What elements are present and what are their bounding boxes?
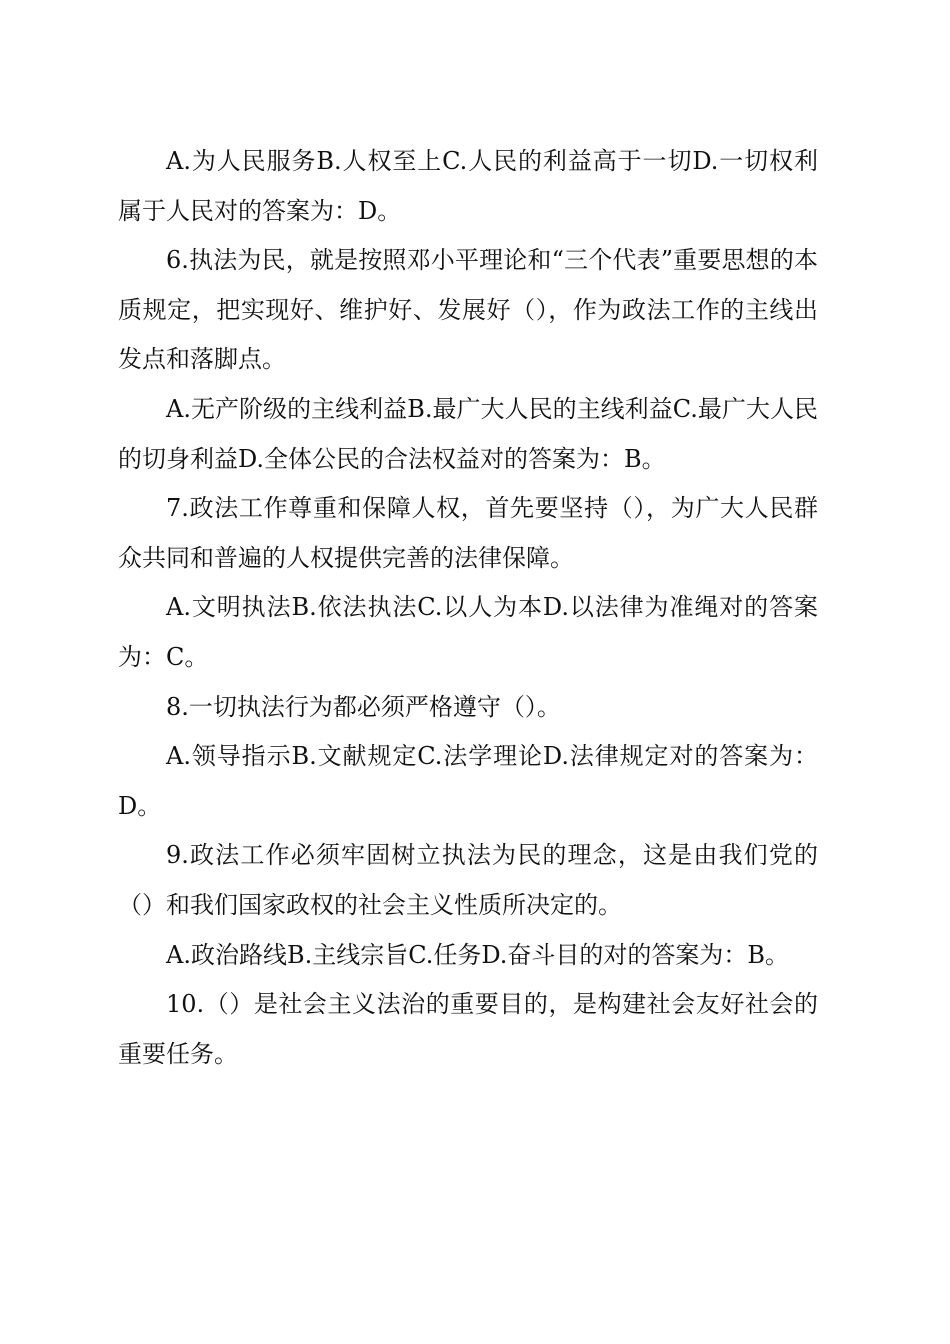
question-6: 6.执法为民，就是按照邓小平理论和“三个代表”重要思想的本质规定，把实现好、维护好、发展好（），作为政法工作的主线出发点和落脚点。 [118, 246, 818, 374]
answer-options-q8: A.领导指示B.文献规定C.法学理论D.法律规定对的答案为：D。 [118, 742, 818, 820]
answer-options-q5: A.为人民服务B.人权至上C.人民的利益高于一切D.一切权利属于人民对的答案为：D。 [118, 147, 818, 225]
question-9: 9.政法工作必须牢固树立执法为民的理念，这是由我们党的（）和我们国家政权的社会主义性质所决定的。 [118, 841, 818, 919]
document-body [118, 137, 818, 1079]
answer-options-q7: A.文明执法B.依法执法C.以人为本D.以法律为准绳对的答案为：C。 [118, 593, 818, 671]
question-8: 8.一切执法行为都必须严格遵守（）。 [166, 692, 561, 721]
question-7: 7.政法工作尊重和保障人权，首先要坚持（），为广大人民群众共同和普遍的人权提供完善的法律保障。 [118, 494, 818, 572]
question-10: 10.（）是社会主义法治的重要目的，是构建社会友好社会的重要任务。 [118, 990, 818, 1068]
answer-options-q6: A.无产阶级的主线利益B.最广大人民的主线利益C.最广大人民的切身利益D.全体公民的合法权益对的答案为：B。 [118, 394, 818, 473]
answer-options-q9: A.政治路线B.主线宗旨C.任务D.奋斗目的对的答案为：B。 [166, 940, 790, 969]
